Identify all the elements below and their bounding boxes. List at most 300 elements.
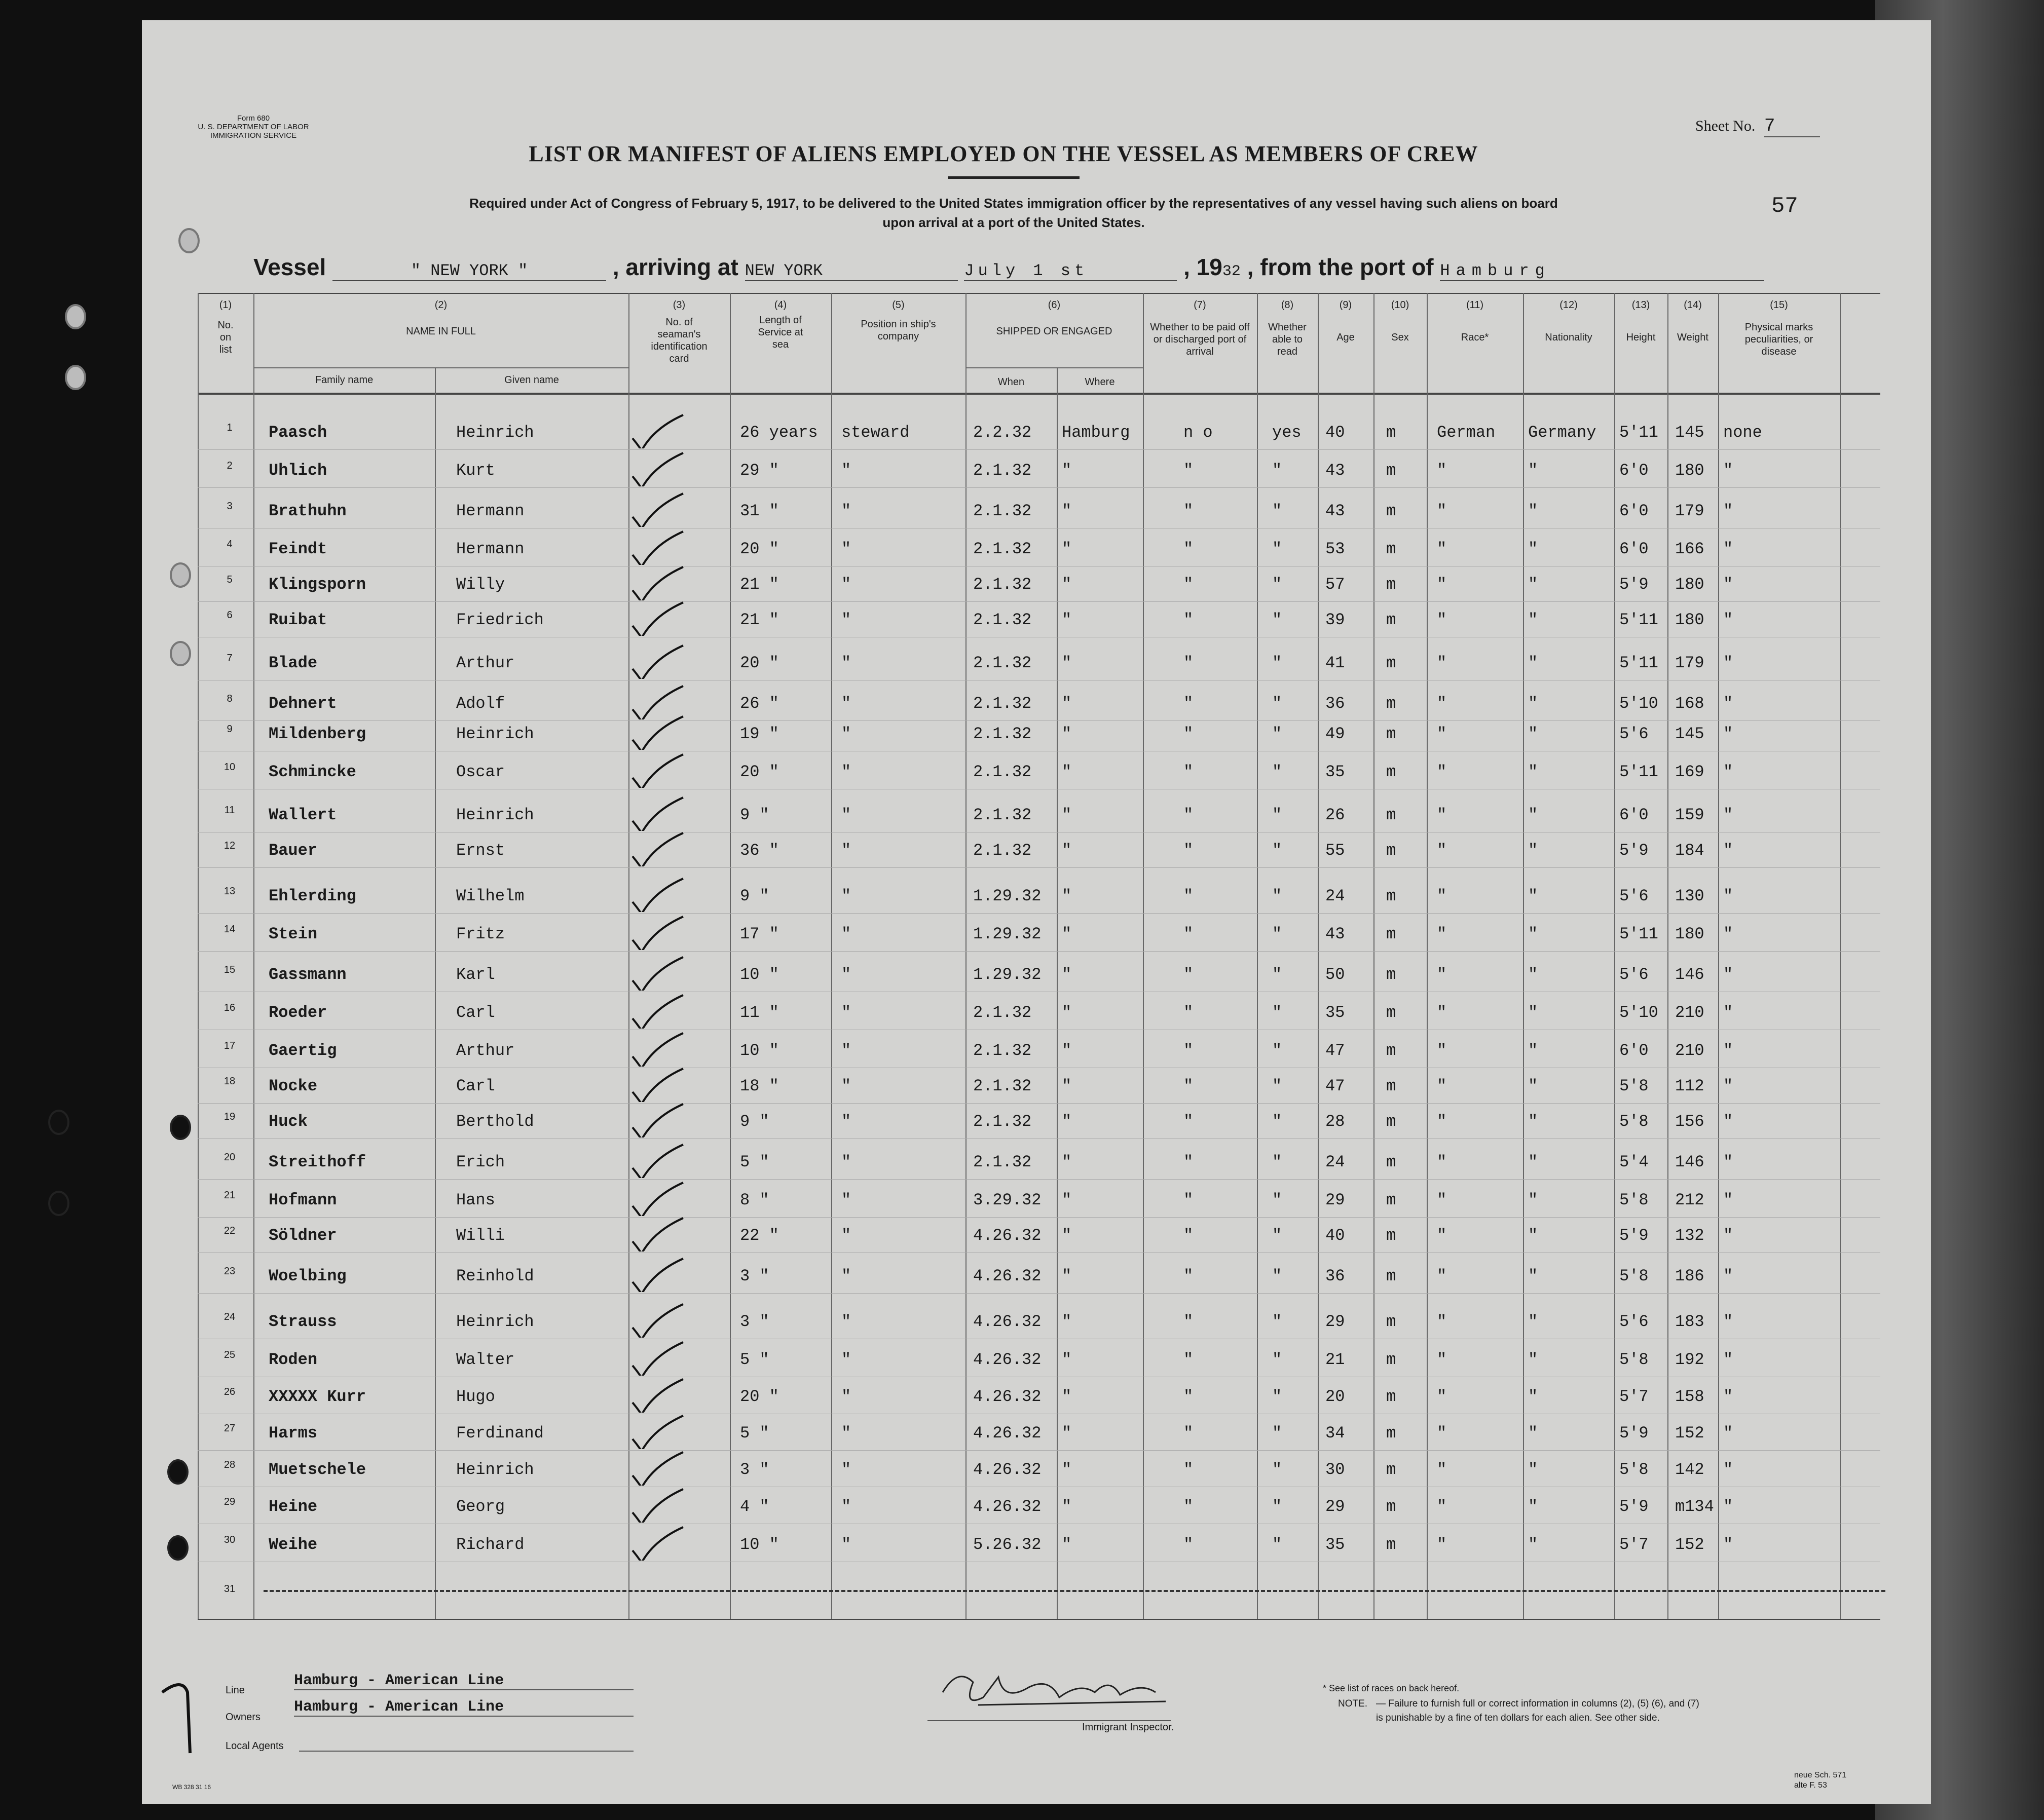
weight: 212 (1675, 1191, 1704, 1209)
schedule-old: alte F. 53 (1794, 1781, 1827, 1790)
binder-hole (65, 365, 86, 390)
weight: 152 (1675, 1424, 1704, 1443)
sex: m (1386, 1003, 1396, 1022)
age: 35 (1325, 1535, 1345, 1554)
page-subtitle: Required under Act of Congress of February 5, 1917, to be delivered to the United States immigration officer by the representatives of any vessel having such aliens on board upon arrival at a port of the United States. (469, 196, 1558, 230)
nationality: " (1528, 1112, 1538, 1131)
shipped-where: " (1062, 1191, 1072, 1209)
weight: 168 (1675, 694, 1704, 713)
shipped-when: 2.1.32 (973, 540, 1032, 558)
age: 24 (1325, 887, 1345, 905)
checkmark-icon (628, 1340, 689, 1376)
race: " (1437, 1041, 1447, 1060)
shipped-when: 2.2.32 (973, 423, 1032, 442)
given-name: Carl (456, 1003, 495, 1022)
position: " (841, 1077, 851, 1095)
shipped-where: " (1062, 540, 1072, 558)
nationality: " (1528, 725, 1538, 743)
paid-off: " (1183, 1153, 1194, 1171)
nationality: " (1528, 1267, 1538, 1285)
row-number: 17 (224, 1040, 236, 1051)
shipped-where: " (1062, 1535, 1072, 1554)
checkmark-icon (628, 1414, 689, 1449)
col-divider (1318, 293, 1319, 1619)
physical-marks: " (1723, 1350, 1733, 1369)
row-number: 28 (224, 1459, 236, 1470)
col-divider (253, 293, 254, 1619)
service-length: 22 " (740, 1226, 779, 1245)
position: " (841, 887, 851, 905)
binder-hole (170, 562, 191, 588)
row-number: 23 (224, 1266, 236, 1277)
physical-marks: " (1723, 1267, 1733, 1285)
race: " (1437, 1387, 1447, 1406)
weight: 210 (1675, 1003, 1704, 1022)
able-to-read: " (1272, 965, 1282, 984)
age: 36 (1325, 1267, 1345, 1285)
shipped-where: " (1062, 965, 1072, 984)
family-name: Blade (269, 654, 318, 672)
row-number: 14 (224, 924, 236, 935)
port-of-departure: Hamburg (1440, 261, 1764, 281)
family-name: Mildenberg (269, 725, 366, 743)
able-to-read: " (1272, 887, 1282, 905)
physical-marks: " (1723, 1535, 1733, 1554)
given-name: Willy (456, 575, 505, 594)
position: " (841, 1041, 851, 1060)
given-name: Willi (456, 1226, 505, 1245)
height: 6'0 (1619, 806, 1649, 824)
col-divider (435, 367, 436, 1619)
row-number: 27 (224, 1423, 236, 1434)
paid-off: " (1183, 887, 1194, 905)
shipped-where: " (1062, 611, 1072, 629)
shipped-where: " (1062, 841, 1072, 860)
service-length: 20 " (740, 654, 779, 672)
row-rule (198, 1103, 1880, 1104)
height: 5'6 (1619, 887, 1649, 905)
race: " (1437, 694, 1447, 713)
weight: m134 (1675, 1497, 1714, 1516)
col-divider (1840, 293, 1841, 1619)
able-to-read: " (1272, 1535, 1282, 1554)
year-prefix: , 19 (1183, 254, 1222, 280)
nationality: " (1528, 1350, 1538, 1369)
service-length: 29 " (740, 461, 779, 480)
service-length: 21 " (740, 611, 779, 629)
service-length: 20 " (740, 540, 779, 558)
sheet-value: 7 (1764, 116, 1820, 137)
height: 5'7 (1619, 1535, 1649, 1554)
age: 26 (1325, 806, 1345, 824)
shipped-when: 4.26.32 (973, 1424, 1042, 1443)
line-value: Hamburg - American Line (294, 1672, 634, 1690)
nationality: " (1528, 1424, 1538, 1443)
weight: 179 (1675, 502, 1704, 520)
family-name: Ehlerding (269, 887, 356, 905)
row-rule (198, 487, 1880, 488)
height: 5'8 (1619, 1077, 1649, 1095)
sex: m (1386, 806, 1396, 824)
sex: m (1386, 575, 1396, 594)
given-name: Hermann (456, 540, 525, 558)
shipped-when: 2.1.32 (973, 694, 1032, 713)
paid-off: " (1183, 1424, 1194, 1443)
family-name: Huck (269, 1112, 308, 1131)
shipped-where: " (1062, 925, 1072, 943)
local-agents-line (299, 1751, 634, 1752)
shipped-when: 2.1.32 (973, 1112, 1032, 1131)
col-header-family-name: Family name (315, 374, 374, 386)
position: " (841, 725, 851, 743)
arriving-label: , arriving at (612, 254, 738, 280)
row-number: 11 (224, 805, 235, 816)
service-length: 17 " (740, 925, 779, 943)
family-name: Woelbing (269, 1267, 347, 1285)
given-name: Heinrich (456, 806, 534, 824)
able-to-read: " (1272, 694, 1282, 713)
col-header-height: (13) Height (1626, 299, 1656, 343)
position: " (841, 1535, 851, 1554)
race: " (1437, 540, 1447, 558)
col-header-when: When (997, 376, 1025, 388)
checkmark-icon (628, 1102, 689, 1138)
sex: m (1386, 725, 1396, 743)
race: " (1437, 1112, 1447, 1131)
position: " (841, 540, 851, 558)
checkmark-icon (628, 491, 689, 527)
shipped-when: 2.1.32 (973, 1153, 1032, 1171)
col-header-nationality: (12) Nationality (1545, 299, 1592, 343)
paid-off: " (1183, 1267, 1194, 1285)
row-rule (198, 601, 1880, 602)
position: " (841, 965, 851, 984)
able-to-read: " (1272, 1041, 1282, 1060)
shipped-where: " (1062, 575, 1072, 594)
race: " (1437, 887, 1447, 905)
able-to-read: " (1272, 1387, 1282, 1406)
age: 50 (1325, 965, 1345, 984)
binder-hole (170, 641, 191, 666)
physical-marks: " (1723, 1226, 1733, 1245)
physical-marks: " (1723, 841, 1733, 860)
shipped-where: Hamburg (1062, 423, 1130, 442)
row-rule (198, 867, 1880, 868)
row-number: 6 (227, 610, 233, 621)
given-name: Heinrich (456, 725, 534, 743)
family-name: Feindt (269, 540, 327, 558)
row-number: 7 (227, 653, 233, 664)
paid-off: " (1183, 1497, 1194, 1516)
family-name: Streithoff (269, 1153, 366, 1171)
service-length: 5 " (740, 1424, 769, 1443)
position: " (841, 841, 851, 860)
checkmark-icon (628, 413, 689, 448)
age: 29 (1325, 1497, 1345, 1516)
paid-off: " (1183, 965, 1194, 984)
race: " (1437, 925, 1447, 943)
height: 6'0 (1619, 502, 1649, 520)
nationality: " (1528, 1191, 1538, 1209)
checkmark-icon (628, 795, 689, 831)
height: 5'9 (1619, 1497, 1649, 1516)
shipped-where: " (1062, 1267, 1072, 1285)
age: 40 (1325, 1226, 1345, 1245)
paid-off: " (1183, 611, 1194, 629)
col-header-position: (5) Position in ship's company (861, 299, 936, 342)
row-number: 12 (224, 840, 236, 851)
checkmark-icon (628, 565, 689, 600)
margin-mark (152, 1672, 223, 1758)
paid-off: " (1183, 1460, 1194, 1479)
nationality: " (1528, 694, 1538, 713)
nationality: " (1528, 806, 1538, 824)
paid-off: " (1183, 461, 1194, 480)
race: " (1437, 654, 1447, 672)
height: 6'0 (1619, 540, 1649, 558)
service-length: 36 " (740, 841, 779, 860)
checkmark-icon (628, 1181, 689, 1216)
age: 40 (1325, 423, 1345, 442)
race: " (1437, 1267, 1447, 1285)
row-rule (198, 449, 1880, 450)
age: 29 (1325, 1312, 1345, 1331)
checkmark-icon (628, 643, 689, 679)
arriving-at: NEW YORK (745, 261, 958, 281)
row-rule (198, 913, 1880, 914)
row-number: 29 (224, 1496, 236, 1507)
weight: 158 (1675, 1387, 1704, 1406)
row-number: 20 (224, 1152, 236, 1163)
nationality: " (1528, 540, 1538, 558)
position: " (841, 806, 851, 824)
sex: m (1386, 1226, 1396, 1245)
position: " (841, 1387, 851, 1406)
race: " (1437, 725, 1447, 743)
title-rule (948, 176, 1080, 179)
checkmark-icon (628, 915, 689, 950)
shipped-where: " (1062, 1497, 1072, 1516)
race: " (1437, 1424, 1447, 1443)
physical-marks: " (1723, 965, 1733, 984)
service-length: 3 " (740, 1312, 769, 1331)
physical-marks: " (1723, 502, 1733, 520)
able-to-read: " (1272, 841, 1282, 860)
height: 5'7 (1619, 1387, 1649, 1406)
family-name: Gaertig (269, 1041, 337, 1060)
age: 35 (1325, 763, 1345, 781)
weight: 152 (1675, 1535, 1704, 1554)
family-name: Weihe (269, 1535, 318, 1554)
service-length: 9 " (740, 1112, 769, 1131)
sex: m (1386, 1153, 1396, 1171)
able-to-read: " (1272, 1312, 1282, 1331)
service-length: 21 " (740, 575, 779, 594)
vessel-line (253, 253, 1774, 284)
family-name: Klingsporn (269, 575, 366, 594)
sex: m (1386, 1267, 1396, 1285)
paid-off: " (1183, 1041, 1194, 1060)
position: steward (841, 423, 910, 442)
family-name: Muetschele (269, 1460, 366, 1479)
physical-marks: " (1723, 1312, 1733, 1331)
checkmark-icon (628, 1302, 689, 1338)
service-length: 4 " (740, 1497, 769, 1516)
able-to-read: " (1272, 806, 1282, 824)
col-header-name: (2) NAME IN FULL (406, 299, 476, 337)
sex: m (1386, 965, 1396, 984)
sex: m (1386, 540, 1396, 558)
family-name: Dehnert (269, 694, 337, 713)
age: 43 (1325, 502, 1345, 520)
weight: 146 (1675, 965, 1704, 984)
able-to-read: " (1272, 611, 1282, 629)
paid-off: " (1183, 925, 1194, 943)
col-divider (831, 293, 832, 1619)
nationality: " (1528, 654, 1538, 672)
family-name: Heine (269, 1497, 318, 1516)
shipped-where: " (1062, 1112, 1072, 1131)
family-name: Söldner (269, 1226, 337, 1245)
col-header-physical-marks: (15) Physical marks peculiarities, or disease (1744, 299, 1813, 357)
given-name: Oscar (456, 763, 505, 781)
checkmark-icon (628, 714, 689, 750)
weight: 132 (1675, 1226, 1704, 1245)
shipped-where: " (1062, 1460, 1072, 1479)
nationality: " (1528, 611, 1538, 629)
binder-hole (178, 228, 200, 253)
race: " (1437, 1191, 1447, 1209)
height: 5'11 (1619, 925, 1658, 943)
checkmark-icon (628, 1450, 689, 1486)
paid-off: " (1183, 1387, 1194, 1406)
height: 5'11 (1619, 611, 1658, 629)
checkmark-icon (628, 831, 689, 866)
age: 53 (1325, 540, 1345, 558)
given-name: Georg (456, 1497, 505, 1516)
checkmark-icon (628, 993, 689, 1029)
paid-off: " (1183, 806, 1194, 824)
position: " (841, 1226, 851, 1245)
nationality: " (1528, 1497, 1538, 1516)
paid-off: " (1183, 654, 1194, 672)
given-name: Arthur (456, 654, 515, 672)
height: 5'10 (1619, 694, 1658, 713)
row-number: 26 (224, 1386, 236, 1397)
form-header (172, 114, 335, 140)
shipped-when: 5.26.32 (973, 1535, 1042, 1554)
height: 6'0 (1619, 1041, 1649, 1060)
position: " (841, 575, 851, 594)
col-header-where: Where (1085, 376, 1115, 388)
col-divider (1667, 293, 1668, 1619)
checkmark-icon (628, 1031, 689, 1067)
table-top-border (198, 293, 1880, 294)
row-rule (198, 951, 1880, 952)
weight: 169 (1675, 763, 1704, 781)
sex: m (1386, 841, 1396, 860)
family-name: Uhlich (269, 461, 327, 480)
nationality: " (1528, 841, 1538, 860)
shipped-when: 2.1.32 (973, 1003, 1032, 1022)
height: 5'9 (1619, 841, 1649, 860)
shipped-when: 4.26.32 (973, 1350, 1042, 1369)
physical-marks: " (1723, 1153, 1733, 1171)
sex: m (1386, 1312, 1396, 1331)
height: 5'9 (1619, 575, 1649, 594)
height: 5'10 (1619, 1003, 1658, 1022)
paid-off: " (1183, 841, 1194, 860)
height: 5'9 (1619, 1226, 1649, 1245)
shipped-where: " (1062, 1041, 1072, 1060)
position: " (841, 502, 851, 520)
physical-marks: " (1723, 1003, 1733, 1022)
position: " (841, 1153, 851, 1171)
col-header-weight: (14) Weight (1677, 299, 1708, 343)
height: 5'8 (1619, 1350, 1649, 1369)
shipped-when: 2.1.32 (973, 1041, 1032, 1060)
height: 5'9 (1619, 1424, 1649, 1443)
height: 5'4 (1619, 1153, 1649, 1171)
given-name: Heinrich (456, 1460, 534, 1479)
race: " (1437, 1497, 1447, 1516)
sex: m (1386, 1387, 1396, 1406)
position: " (841, 461, 851, 480)
shipped-when: 4.26.32 (973, 1226, 1042, 1245)
vessel-label: Vessel (253, 254, 326, 280)
shipped-when: 2.1.32 (973, 502, 1032, 520)
row-rule (198, 1293, 1880, 1294)
vessel-name: " NEW YORK " (332, 261, 606, 281)
service-length: 5 " (740, 1153, 769, 1171)
weight: 184 (1675, 841, 1704, 860)
able-to-read: " (1272, 461, 1282, 480)
family-name: Brathuhn (269, 502, 347, 520)
checkmark-icon (628, 877, 689, 912)
family-name: Paasch (269, 423, 327, 442)
service-length: 20 " (740, 1387, 779, 1406)
height: 5'8 (1619, 1460, 1649, 1479)
col-header-read: (8) Whether able to read (1268, 299, 1307, 357)
able-to-read: " (1272, 540, 1282, 558)
weight: 192 (1675, 1350, 1704, 1369)
family-name: Ruibat (269, 611, 327, 629)
note-line-1: — Failure to furnish full or correct information in columns (2), (5) (6), and (7) (1376, 1698, 1699, 1709)
sex: m (1386, 1497, 1396, 1516)
col-header-paid-off: (7) Whether to be paid off or discharged port of arrival (1150, 299, 1250, 357)
age: 43 (1325, 925, 1345, 943)
weight: 159 (1675, 806, 1704, 824)
row-number: 4 (227, 539, 233, 550)
service-length: 19 " (740, 725, 779, 743)
given-name: Hans (456, 1191, 495, 1209)
shipped-where: " (1062, 1350, 1072, 1369)
row-number: 25 (224, 1349, 236, 1360)
paid-off: " (1183, 575, 1194, 594)
sex: m (1386, 1535, 1396, 1554)
position: " (841, 763, 851, 781)
family-name: Harms (269, 1424, 318, 1443)
inspector-signature (927, 1657, 1191, 1728)
able-to-read: " (1272, 1226, 1282, 1245)
race: German (1437, 423, 1496, 442)
physical-marks: " (1723, 1497, 1733, 1516)
row-number: 1 (227, 422, 233, 433)
owners-value: Hamburg - American Line (294, 1698, 634, 1717)
given-name: Friedrich (456, 611, 544, 629)
nationality: " (1528, 1312, 1538, 1331)
paid-off: " (1183, 1112, 1194, 1131)
